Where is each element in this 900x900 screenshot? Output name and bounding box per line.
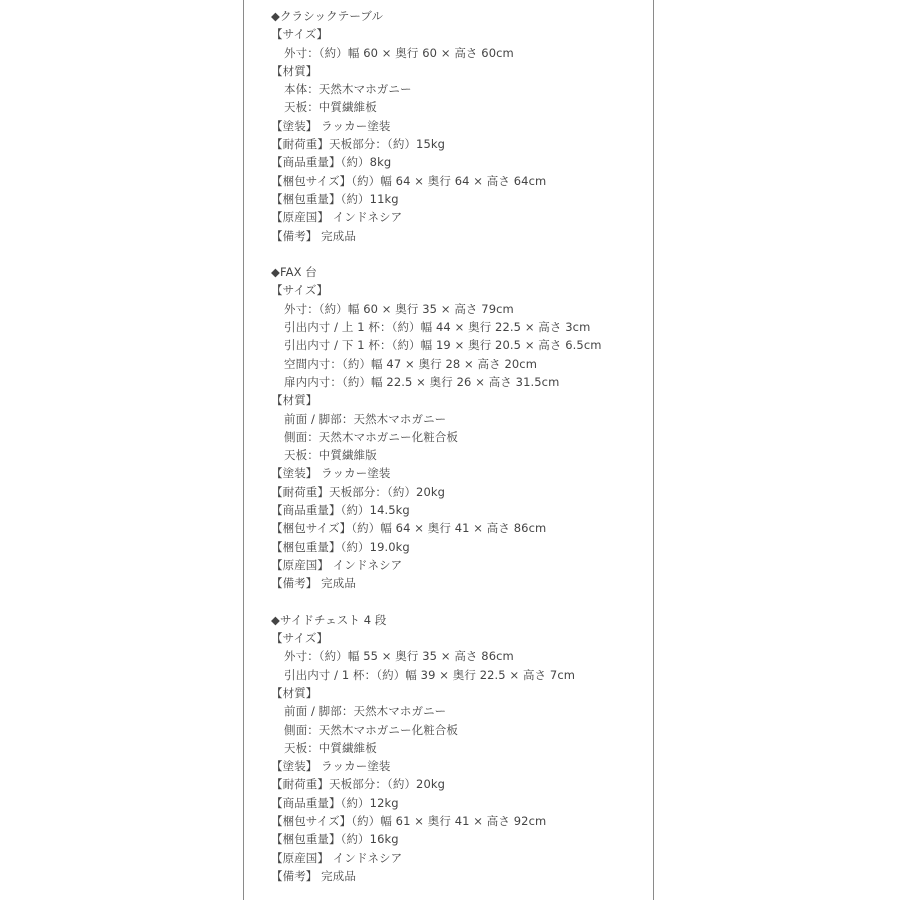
spec-heading-line: 【梱包重量】（約）11kg — [271, 191, 399, 206]
spec-heading-line: 【耐荷重】天板部分：（約）20kg — [271, 484, 446, 499]
spec-heading-line: 【塗装】 ラッカー塗装 — [271, 466, 391, 481]
product-spec-section — [271, 611, 602, 885]
spec-detail-line: 本体：天然木マホガニー — [284, 82, 412, 97]
spec-heading-line: 【サイズ】 — [271, 283, 329, 298]
spec-heading-line: 【材質】 — [271, 393, 318, 408]
spec-heading-line: 【原産国】 インドネシア — [271, 850, 403, 865]
spec-detail-line: 前面 / 脚部：天然木マホガニー — [284, 411, 447, 426]
spec-detail-line: 天板：中質繊維板 — [284, 100, 377, 115]
product-spec-section — [271, 263, 602, 592]
spec-heading-line: 【商品重量】（約）14.5kg — [271, 503, 410, 518]
spec-detail-line: 側面：天然木マホガニー化粧合板 — [284, 429, 458, 444]
spec-heading-line: 【梱包重量】（約）16kg — [271, 832, 399, 847]
spec-panel — [243, 0, 654, 900]
spec-heading-line: 【材質】 — [271, 63, 318, 78]
spec-heading-line: 【塗装】 ラッカー塗装 — [271, 759, 391, 774]
spec-heading-line: 【梱包サイズ】（約）幅 64 × 奥行 64 × 高さ 64cm — [271, 173, 547, 188]
spec-heading-line: 【耐荷重】天板部分：（約）20kg — [271, 777, 446, 792]
spec-detail-line: 空間内寸：（約）幅 47 × 奥行 28 × 高さ 20cm — [284, 356, 538, 371]
spec-detail-line: 側面：天然木マホガニー化粧合板 — [284, 722, 458, 737]
spec-heading-line: 【梱包サイズ】（約）幅 61 × 奥行 41 × 高さ 92cm — [271, 814, 547, 829]
spec-heading-line: 【商品重量】（約）8kg — [271, 155, 392, 170]
spec-content — [271, 7, 602, 885]
product-title: ◆クラシックテーブル — [271, 9, 384, 23]
spec-heading-line: 【耐荷重】天板部分：（約）15kg — [271, 137, 446, 152]
spec-heading-line: 【梱包重量】（約）19.0kg — [271, 539, 410, 554]
spec-heading-line: 【備考】 完成品 — [271, 868, 356, 883]
spec-heading-line: 【梱包サイズ】（約）幅 64 × 奥行 41 × 高さ 86cm — [271, 521, 547, 536]
spec-detail-line: 外寸：（約）幅 60 × 奥行 60 × 高さ 60cm — [284, 45, 514, 60]
spec-detail-line: 前面 / 脚部：天然木マホガニー — [284, 704, 447, 719]
spec-heading-line: 【材質】 — [271, 685, 318, 700]
spec-detail-line: 外寸：（約）幅 55 × 奥行 35 × 高さ 86cm — [284, 649, 514, 664]
spec-detail-line: 引出内寸 / 上 1 杯：（約）幅 44 × 奥行 22.5 × 高さ 3cm — [284, 320, 591, 335]
spec-heading-line: 【商品重量】（約）12kg — [271, 795, 399, 810]
spec-detail-line: 外寸：（約）幅 60 × 奥行 35 × 高さ 79cm — [284, 301, 514, 316]
product-title: ◆サイドチェスト 4 段 — [271, 612, 387, 627]
spec-heading-line: 【備考】 完成品 — [271, 228, 356, 243]
spec-detail-line: 扉内内寸：（約）幅 22.5 × 奥行 26 × 高さ 31.5cm — [284, 374, 560, 389]
spec-detail-line: 引出内寸 / 下 1 杯：（約）幅 19 × 奥行 20.5 × 高さ 6.5cm — [284, 338, 602, 353]
spec-heading-line: 【塗装】 ラッカー塗装 — [271, 118, 391, 133]
spec-heading-line: 【備考】 完成品 — [271, 576, 356, 591]
spec-detail-line: 天板：中質繊維版 — [284, 448, 377, 463]
spec-heading-line: 【サイズ】 — [271, 27, 329, 42]
product-spec-section — [271, 7, 602, 245]
spec-heading-line: 【サイズ】 — [271, 631, 329, 646]
spec-heading-line: 【原産国】 インドネシア — [271, 210, 403, 225]
spec-heading-line: 【原産国】 インドネシア — [271, 557, 403, 572]
spec-detail-line: 天板：中質繊維板 — [284, 740, 377, 755]
spec-detail-line: 引出内寸 / 1 杯：（約）幅 39 × 奥行 22.5 × 高さ 7cm — [284, 667, 576, 682]
product-title: ◆FAX 台 — [271, 265, 317, 280]
